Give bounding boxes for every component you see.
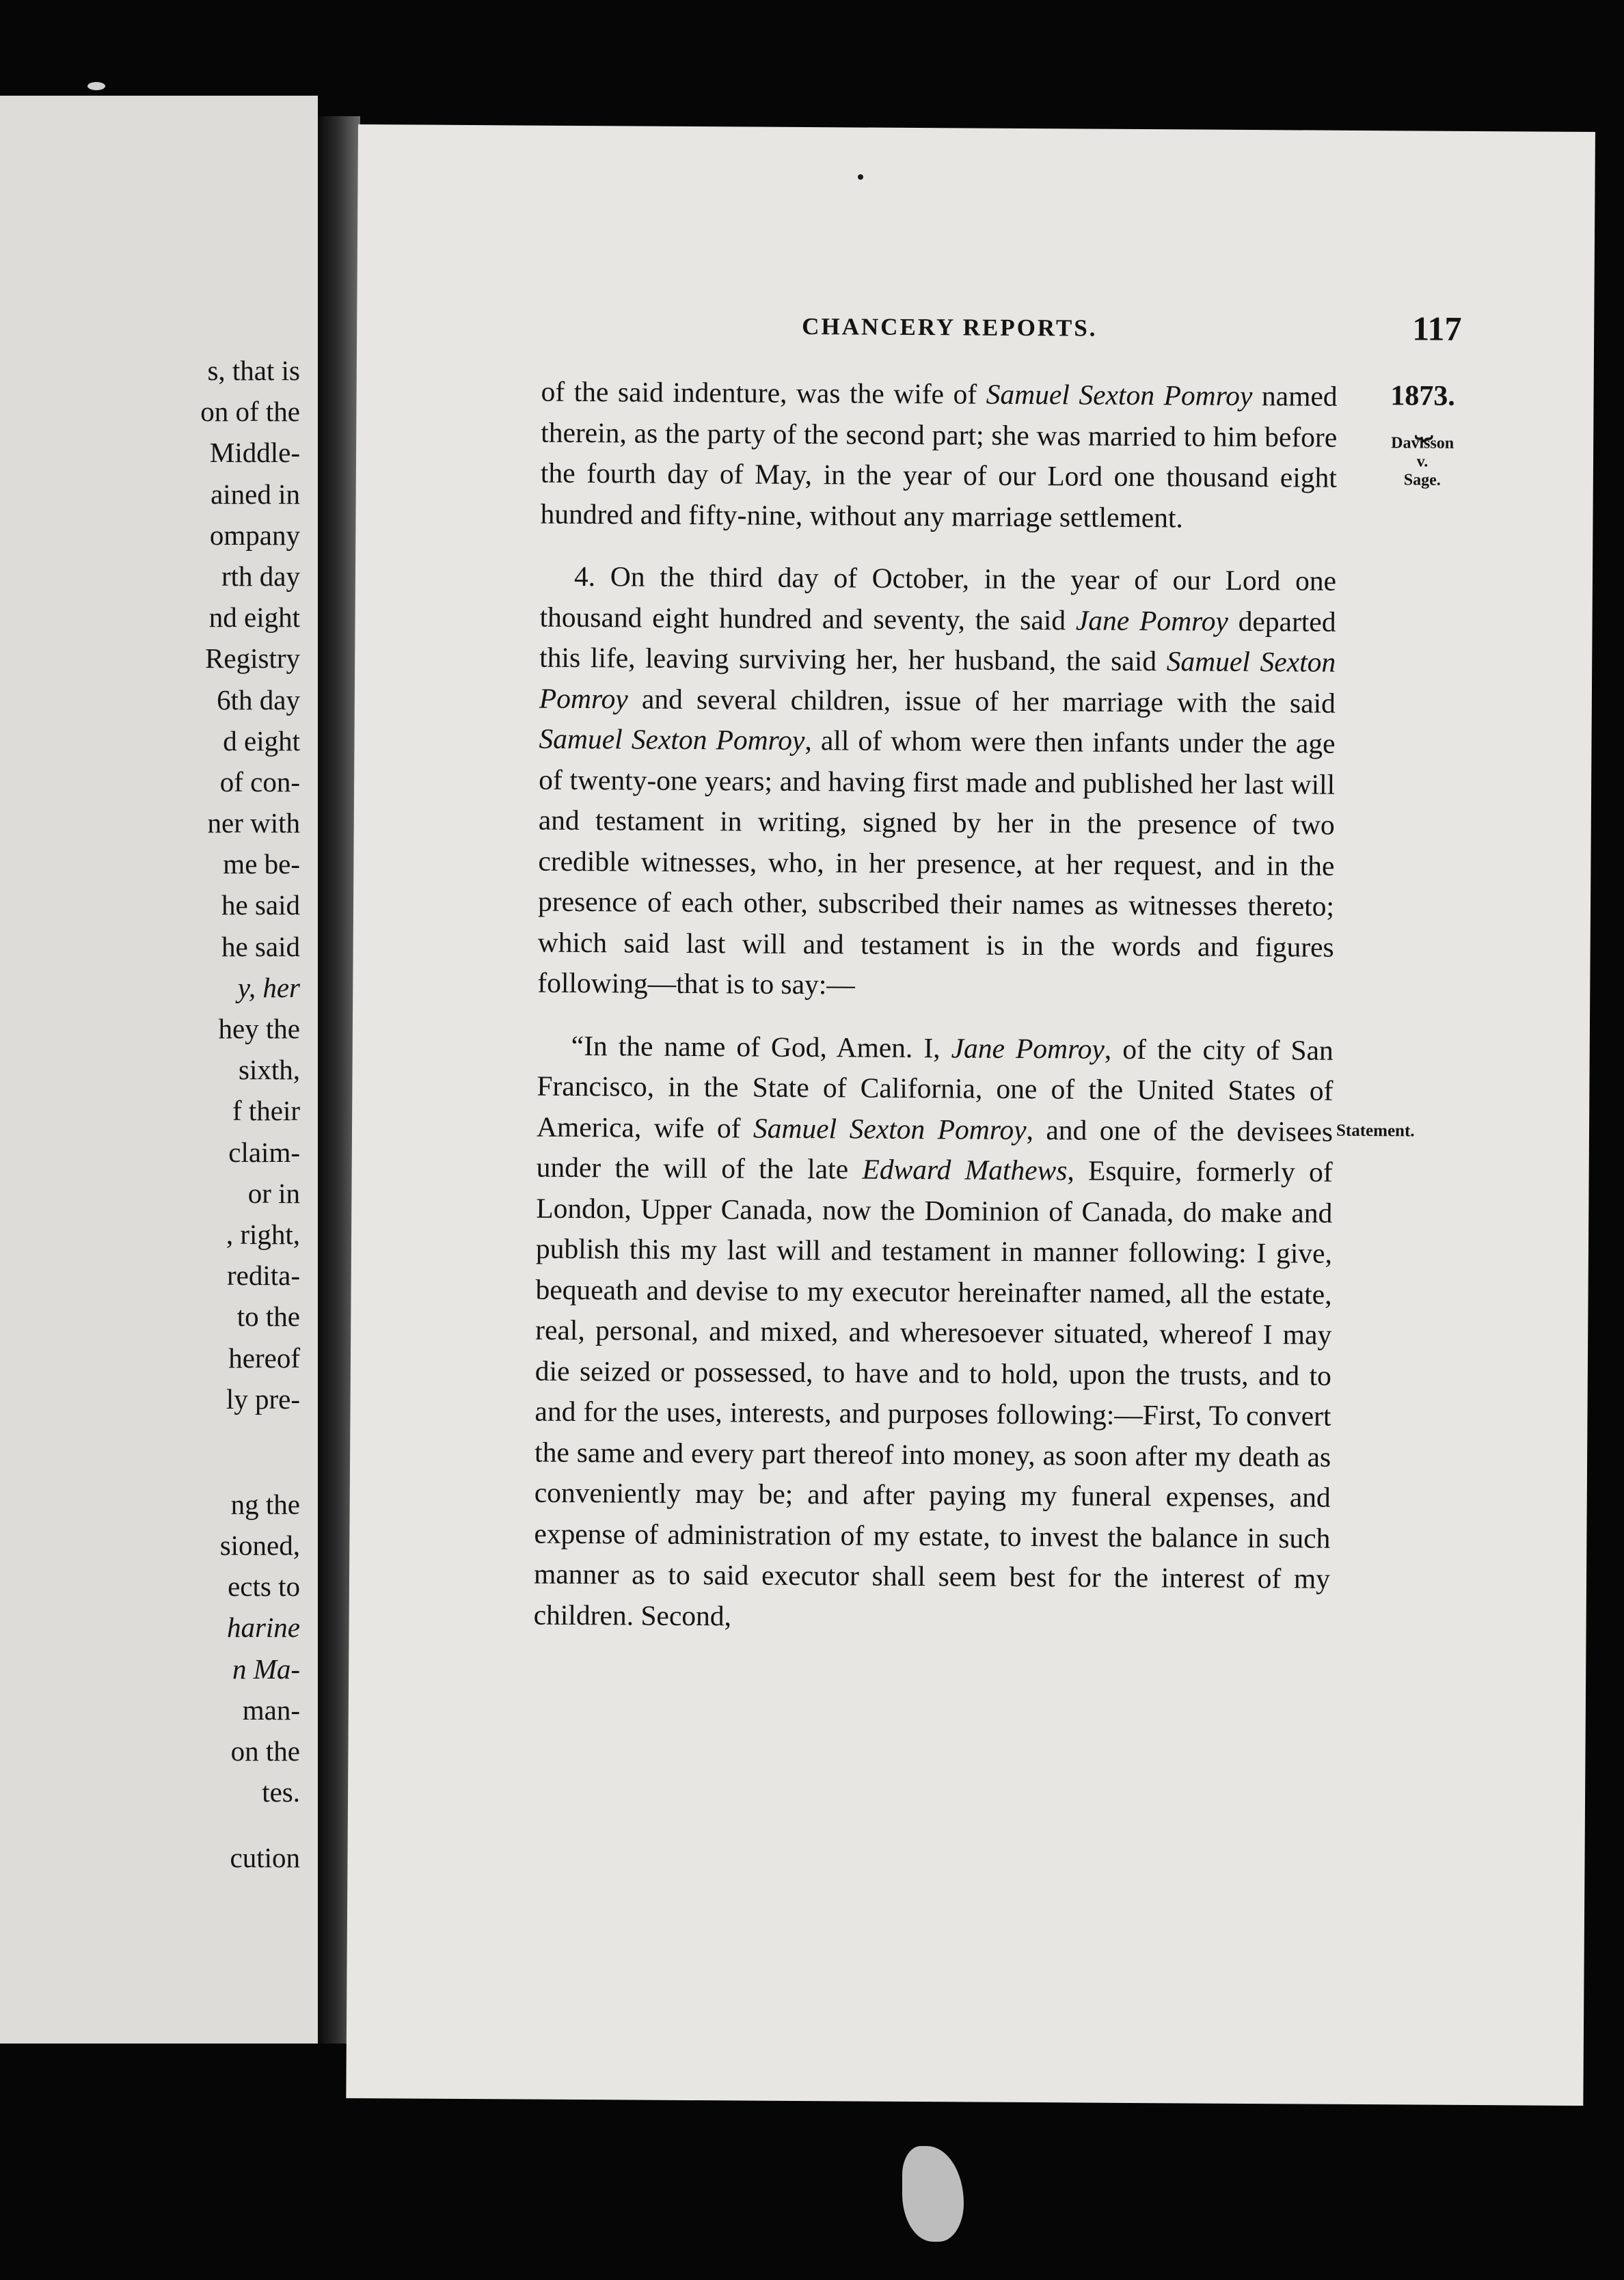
paragraph-1: of the said indenture, was the wife of Samuel Sexton Pomroy named therein, as the party of the second part; she was married to him before the fourth day of May, in the year of our Lord one thousand eight hundred and fifty-nine, without any marriage settlement. [540,375,1338,533]
text-line: y, her [237,971,300,1003]
text-line: harine [226,1612,300,1644]
text-line: on of the [200,396,300,428]
text-line: nd eight [208,601,300,634]
text-line: claim- [228,1136,300,1168]
page-number: 117 [1412,309,1462,348]
text-line: ained in [211,478,300,510]
text-line: n Ma- [232,1653,300,1685]
paragraph-3-will: “In the name of God, Amen. I, Jane Pomroy, of the city of San Francisco, in the State of California, one of the United States of America, wife of Samuel Sexton Pomroy, and one of the devisees under the will of the late Edward Mathews, Esquire, formerly of London, Upper Canada, now the Dominion of Canada, do make and publish this my last will and testament in manner following: I give, bequeath and devise to my executor hereinafter named, all the estate, real, personal, and mixed, and wheresoever situated, whereof I may die seized or possessed, to have and to hold, upon the trusts, and to and for the uses, interests, and purposes following:—First, To convert the same and every part thereof into money, as soon after my death as conveniently may be; and after paying my funeral expenses, and expense of administration of my estate, to invest the balance in such manner as to said executor shall seem best for the interest of my children. Second, [533,1029,1334,1631]
margin-year: 1873. [1390,380,1455,412]
body-text [534,372,1338,1640]
text-line: ly pre- [226,1383,300,1415]
text-line: Middle- [209,437,300,469]
text-line: rth day [221,560,300,592]
margin-statement: Statement. [1336,1121,1415,1141]
line-gap [6,1420,300,1484]
text-line: ng the [230,1488,300,1520]
text-line: hereof [228,1342,300,1374]
text-line: s, that is [207,355,300,386]
text-line: hey the [218,1013,300,1044]
case-plaintiff: Davisson [1391,434,1454,452]
text-line: ompany [209,519,300,551]
text-line: tes. [262,1776,300,1808]
text-line: man- [242,1694,300,1726]
paragraph-2: 4. On the third day of October, in the year of our Lord one thousand eight hundred and seventy, the said Jane Pomroy departed this life, leaving surviving her, her husband, the said Samuel Sexton Pomroy and several children, issue of her marriage with the said Samuel Sexton Pomroy, all of whom were then infants under the age of twenty-one years; and having first made and published her last will and testament in writing, signed by her in the presence of two credible witnesses, who, in her presence, at her request, and in the presence of each other, subscribed their names as witnesses thereto; which said last will and testament is in the words and figures following—that is to say:— [537,560,1337,1001]
text-line: , right, [226,1218,300,1250]
text-line: ner with [207,807,300,839]
text-line: d eight [223,724,300,757]
text-line: ects to [228,1571,300,1603]
text-line: f their [232,1095,300,1127]
text-line: he said [221,889,300,921]
margin-notes [1354,379,1491,490]
text-line: Registry [205,642,300,675]
running-head: CHANCERY REPORTS. [802,312,1098,342]
text-line: me be- [223,848,300,880]
case-defendant: Sage. [1403,471,1441,489]
line-gap [6,1813,300,1837]
page-header [357,310,1519,358]
previous-page-text [6,350,300,1879]
text-line: to the [236,1301,300,1333]
scan-speck [87,82,105,90]
text-line: or in [247,1177,300,1209]
text-line: he said [221,930,300,962]
text-line: on the [230,1735,300,1767]
previous-page [0,96,318,2044]
text-line: redita- [227,1260,300,1292]
scan-speck [858,174,863,180]
brace-icon: ⏟ [1414,405,1431,440]
case-v: v. [1416,452,1429,471]
current-page [346,124,1595,2106]
text-line: 6th day [217,683,300,716]
text-line: of con- [219,765,300,798]
text-line: sioned, [219,1530,300,1562]
text-line: sixth, [239,1054,300,1086]
scan-speck [902,2146,964,2242]
text-line: cution [230,1842,300,1874]
